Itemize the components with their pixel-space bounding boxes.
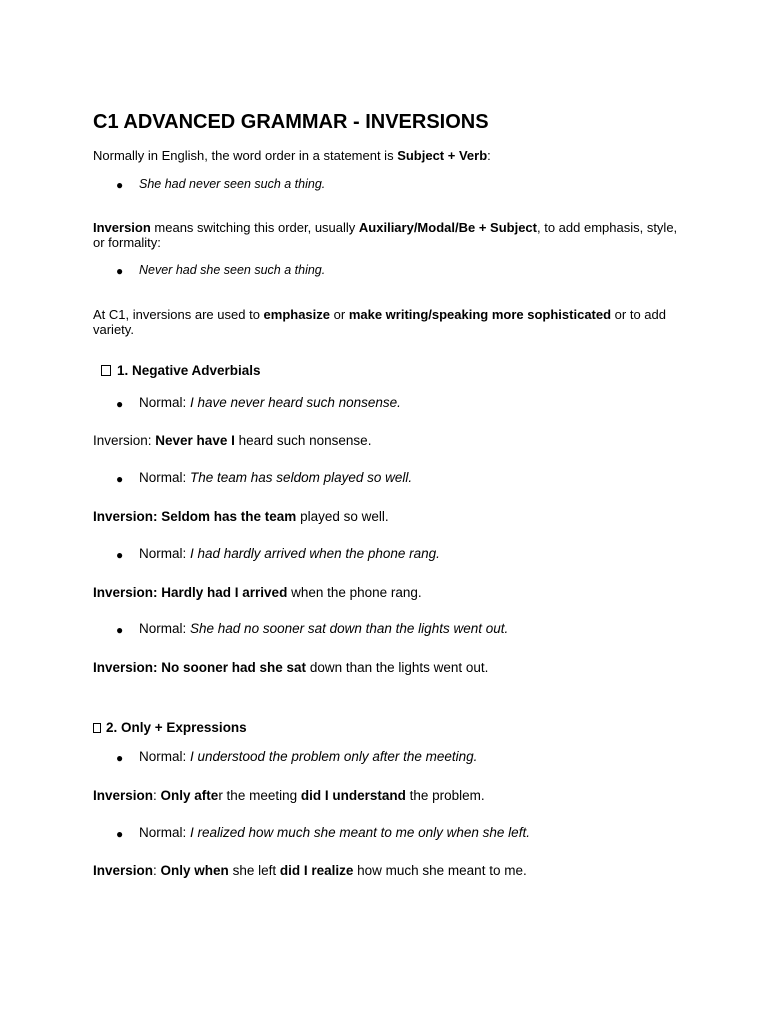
bullet-icon: ●: [116, 623, 124, 637]
section-1-inversion-4: Inversion: No sooner had she sat down than the lights went out.: [93, 660, 489, 675]
intro-paragraph-2-line-2: or formality:: [93, 235, 161, 250]
intro-paragraph-3: At C1, inversions are used to emphasize or make writing/speaking more sophisticated or to add: [93, 307, 666, 322]
section-2-inversion-2: Inversion: Only when she left did I realize how much she meant to me.: [93, 863, 527, 878]
intro-paragraph-3-line-2: variety.: [93, 322, 134, 337]
section-2-heading: 2. Only + Expressions: [93, 720, 247, 736]
section-2-normal-2: Normal: I realized how much she meant to me only when she left.: [139, 825, 530, 840]
intro-example-1: She had never seen such a thing.: [139, 177, 326, 191]
intro-example-2: Never had she seen such a thing.: [139, 263, 326, 277]
section-1-heading: 1. Negative Adverbials: [101, 363, 261, 379]
bullet-icon: ●: [116, 178, 124, 192]
intro-paragraph-1: Normally in English, the word order in a statement is Subject + Verb:: [93, 148, 491, 163]
section-1-normal-3: Normal: I had hardly arrived when the phone rang.: [139, 546, 440, 561]
checkbox-square-icon: [93, 723, 101, 733]
bullet-icon: ●: [116, 827, 124, 841]
bullet-icon: ●: [116, 397, 124, 411]
bullet-icon: ●: [116, 751, 124, 765]
bullet-icon: ●: [116, 472, 124, 486]
bullet-icon: ●: [116, 264, 124, 278]
section-1-inversion-1: Inversion: Never have I heard such nonsense.: [93, 433, 372, 448]
section-2-normal-1: Normal: I understood the problem only after the meeting.: [139, 749, 478, 764]
checkbox-square-icon: [101, 365, 111, 376]
section-1-normal-2: Normal: The team has seldom played so well.: [139, 470, 413, 485]
section-1-normal-4: Normal: She had no sooner sat down than the lights went out.: [139, 621, 509, 636]
section-2-inversion-1: Inversion: Only after the meeting did I understand the problem.: [93, 788, 485, 803]
bullet-icon: ●: [116, 548, 124, 562]
section-1-inversion-3: Inversion: Hardly had I arrived when the phone rang.: [93, 585, 422, 600]
section-1-inversion-2: Inversion: Seldom has the team played so well.: [93, 509, 389, 524]
intro-paragraph-2: Inversion means switching this order, usually Auxiliary/Modal/Be + Subject, to add emphasis, style,: [93, 220, 678, 235]
page-title: C1 ADVANCED GRAMMAR - INVERSIONS: [93, 111, 489, 133]
section-1-normal-1: Normal: I have never heard such nonsense.: [139, 395, 401, 410]
